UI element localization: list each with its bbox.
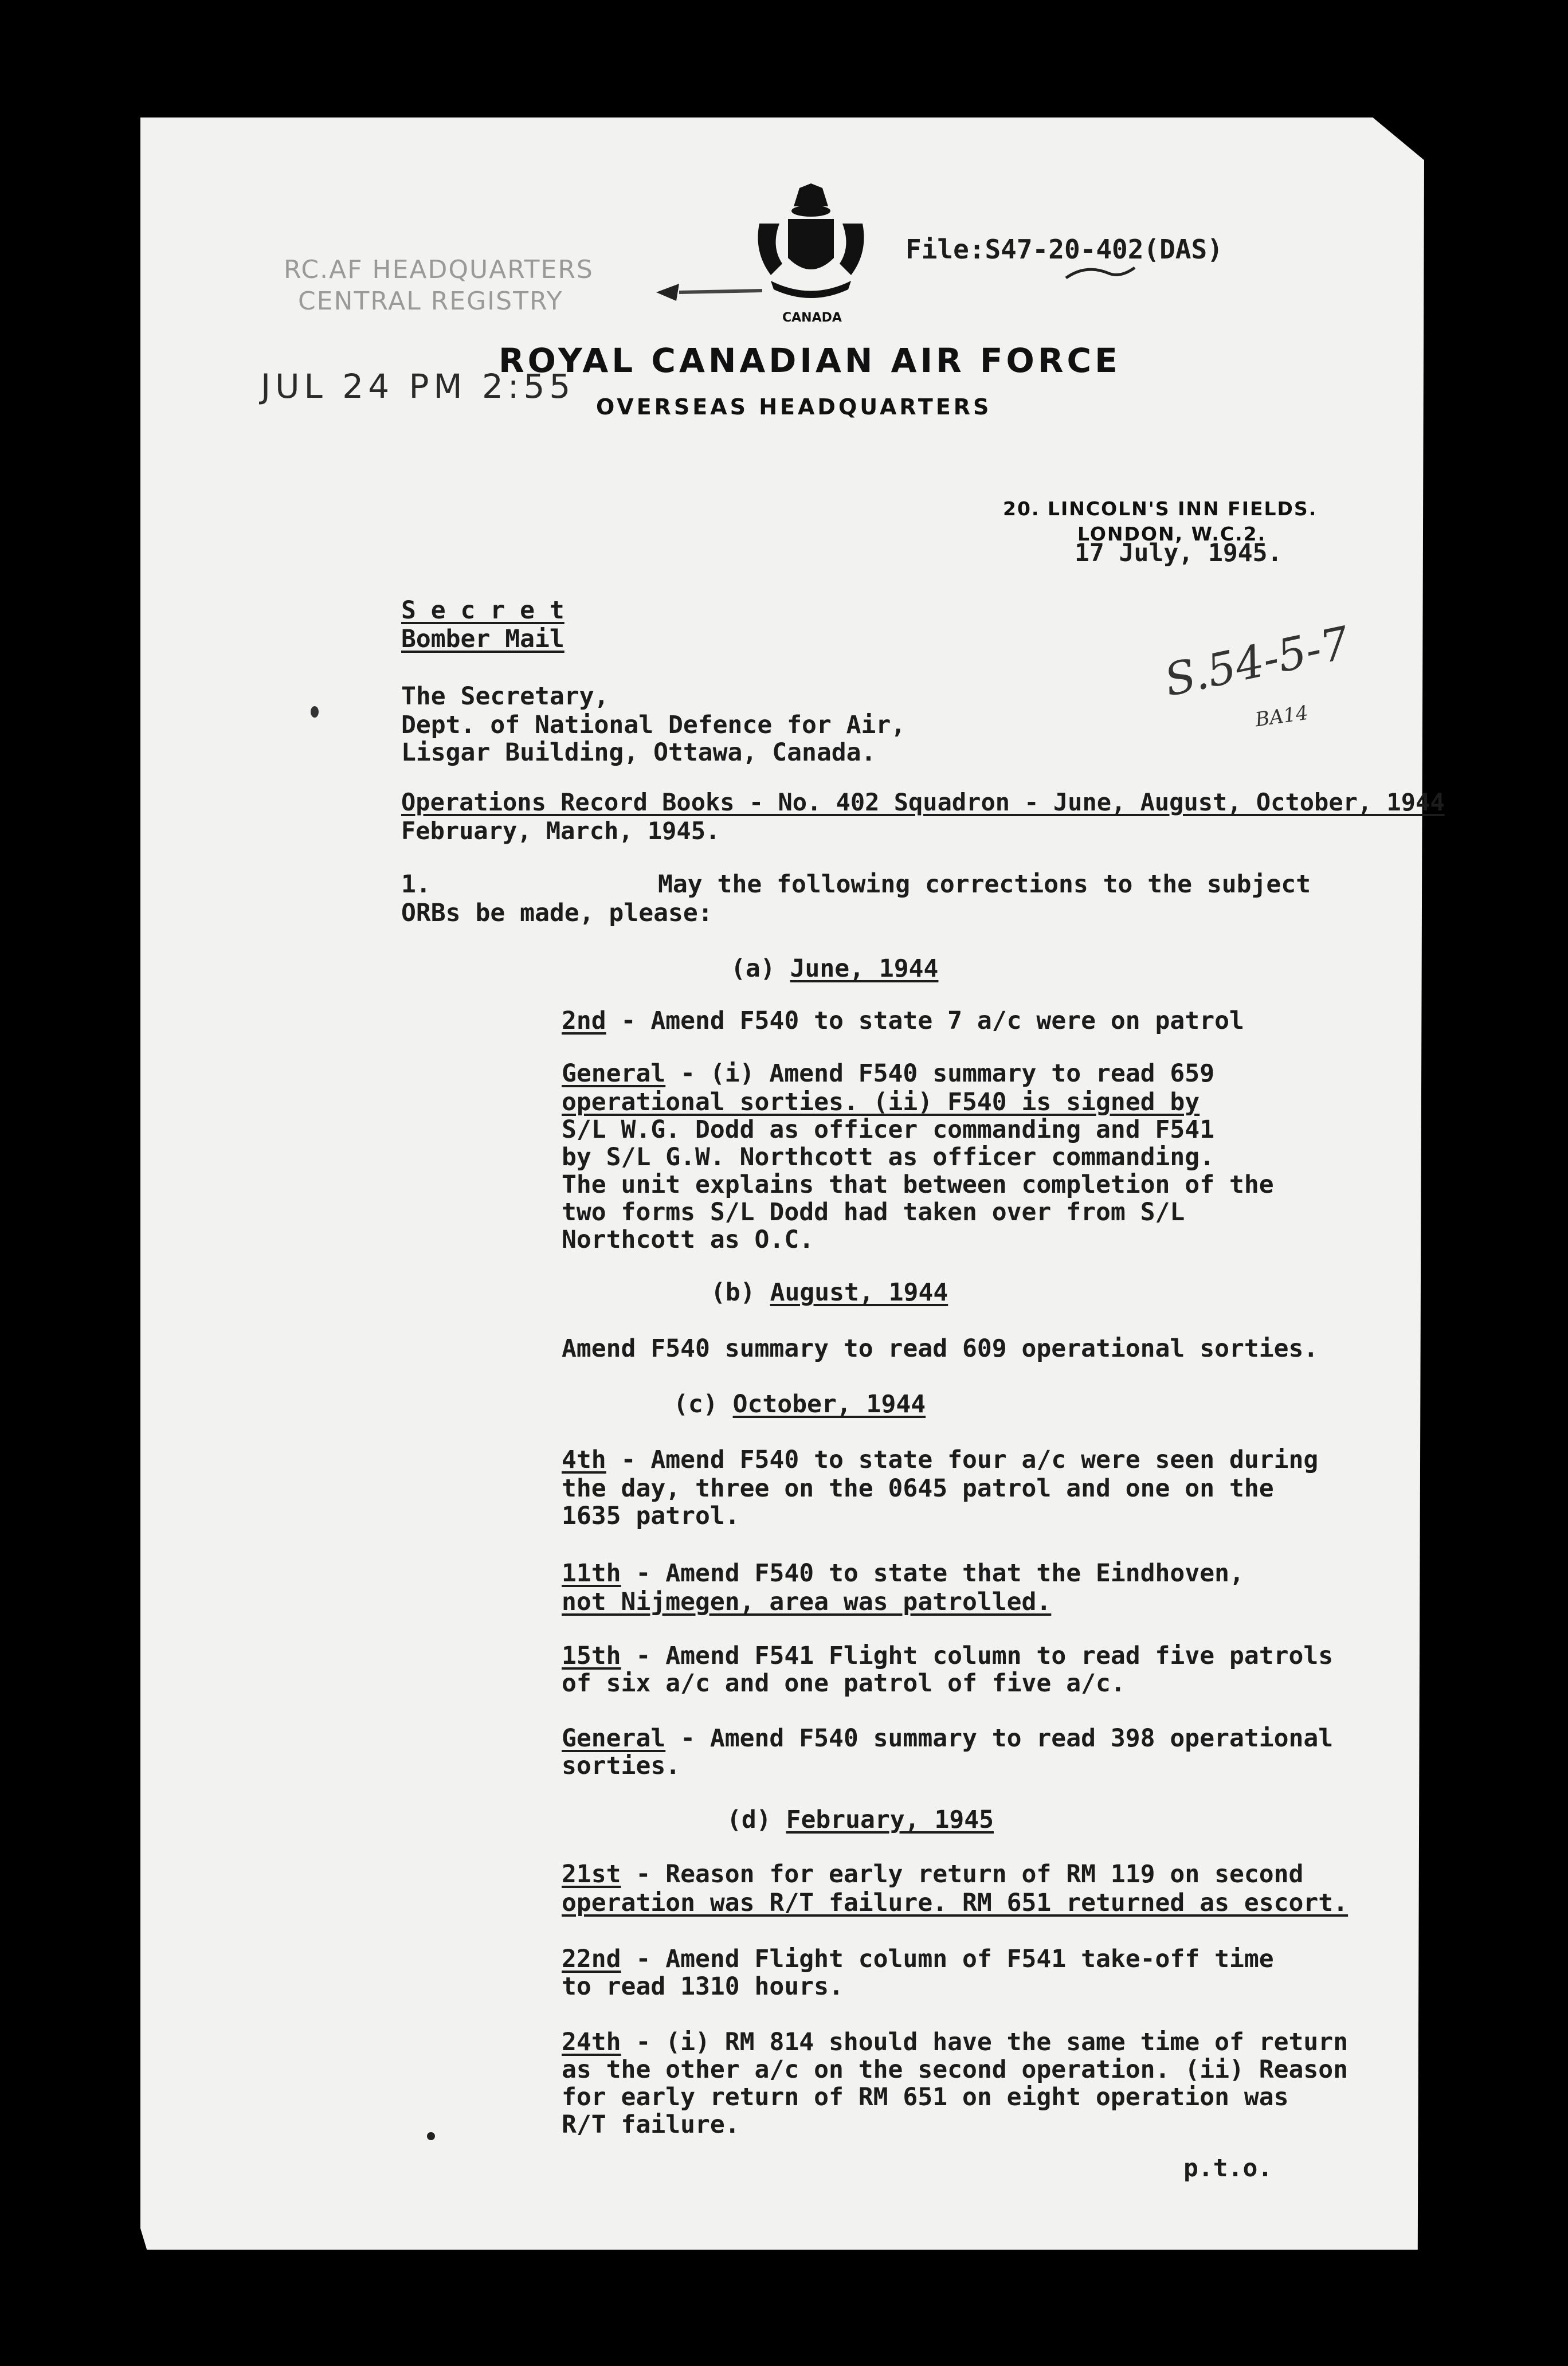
letterhead-address-2: LONDON, W.C.2.: [1077, 523, 1267, 545]
section-c-entry-1-line-3: 1635 patrol.: [562, 1502, 740, 1530]
subject-line-1: Operations Record Books - No. 402 Squadron - June, August, October, 1944: [401, 788, 1445, 816]
entry-text: - (i) RM 814 should have the same time of return: [621, 2028, 1349, 2056]
entry-key: 4th: [562, 1446, 606, 1474]
section-d-entry-3-line-3: for early return of RM 651 on eight operation was: [562, 2083, 1289, 2112]
section-d-entry-3-line-2: as the other a/c on the second operation. (ii) Reason: [562, 2055, 1349, 2084]
entry-key: 22nd: [562, 1945, 621, 1973]
crest-label: CANADA: [782, 311, 842, 325]
section-d-entry-1-line-2: operation was R/T failure. RM 651 returned as escort.: [562, 1889, 1349, 1917]
section-a-entry-2-line-2: operational sorties. (ii) F540 is signed by: [562, 1088, 1200, 1117]
entry-key: 24th: [562, 2028, 621, 2056]
section-d-letter: (d): [727, 1805, 771, 1834]
entry-text: - (i) Amend F540 summary to read 659: [665, 1059, 1215, 1088]
section-b-title: August, 1944: [770, 1278, 948, 1307]
section-d-entry-2-line-2: to read 1310 hours.: [562, 1972, 844, 2001]
section-a-entry-2-line-5: The unit explains that between completion of the: [562, 1170, 1274, 1199]
recipient-line-2: Dept. of National Defence for Air,: [401, 711, 906, 739]
mail-type: Bomber Mail: [401, 625, 565, 653]
entry-key: General: [562, 1059, 666, 1088]
section-c-entry-2-line-2: not Nijmegen, area was patrolled.: [562, 1588, 1052, 1616]
file-ref-scribble-icon: [1063, 261, 1138, 284]
section-a-heading: [731, 954, 938, 983]
registry-stamp-line2: CENTRAL REGISTRY: [298, 287, 563, 316]
letterhead-sub: OVERSEAS HEADQUARTERS: [596, 394, 992, 420]
section-a-entry-2-line-3: S/L W.G. Dodd as officer commanding and F541: [562, 1115, 1215, 1144]
entry-key: 15th: [562, 1642, 621, 1670]
canada-crest: [748, 183, 874, 332]
file-reference: File:S47-20-402(DAS): [905, 234, 1223, 265]
entry-key: 2nd: [562, 1006, 606, 1035]
section-a-entry-1: [562, 1006, 1244, 1035]
entry-text: - Amend F540 to state 7 a/c were on patrol: [606, 1006, 1244, 1035]
entry-text: - Reason for early return of RM 119 on second: [621, 1860, 1304, 1889]
section-a-entry-2-line-6: two forms S/L Dodd had taken over from S/L: [562, 1198, 1185, 1227]
recipient-line-3: Lisgar Building, Ottawa, Canada.: [401, 738, 876, 767]
section-d-entry-1-line-1: [562, 1860, 1303, 1889]
entry-text: - Amend Flight column of F541 take-off time: [621, 1945, 1274, 1973]
section-d-entry-3-line-1: [562, 2028, 1348, 2056]
registry-stamp-time: JUL 24 PM 2:55: [261, 367, 575, 406]
section-d-entry-3-line-4: R/T failure.: [562, 2110, 740, 2139]
section-a-letter: (a): [731, 954, 775, 983]
recipient-line-1: The Secretary,: [401, 682, 609, 711]
section-c-entry-3-line-2: of six a/c and one patrol of five a/c.: [562, 1669, 1126, 1698]
section-c-entry-4-line-2: sorties.: [562, 1752, 681, 1780]
section-b-letter: (b): [711, 1278, 755, 1307]
crest-emblem-icon: [748, 183, 874, 332]
handwritten-reference-2: BA14: [1253, 701, 1310, 732]
classification: S e c r e t: [401, 596, 565, 625]
section-a-entry-2-line-1: [562, 1059, 1214, 1088]
section-b-heading: [711, 1278, 948, 1307]
section-a-title: June, 1944: [790, 954, 939, 983]
section-a-entry-2-line-7: Northcott as O.C.: [562, 1225, 814, 1254]
ink-dot: [427, 2132, 435, 2140]
registry-stamp-line1: RC.AF HEADQUARTERS: [284, 255, 594, 284]
intro-line-1: May the following corrections to the subject: [658, 870, 1311, 899]
punch-mark: [311, 706, 319, 718]
entry-key: General: [562, 1724, 666, 1753]
intro-line-2: ORBs be made, please:: [401, 899, 713, 927]
section-d-title: February, 1945: [786, 1805, 994, 1834]
letterhead-org: ROYAL CANADIAN AIR FORCE: [499, 341, 1121, 380]
pencil-arrow-icon: [653, 272, 768, 307]
section-c-entry-2-line-1: [562, 1559, 1244, 1588]
section-d-heading: [727, 1805, 994, 1834]
section-c-heading: [673, 1390, 926, 1419]
entry-text: - Amend F540 to state four a/c were seen during: [606, 1446, 1319, 1474]
entry-key: 21st: [562, 1860, 621, 1889]
section-c-letter: (c): [673, 1390, 718, 1419]
please-turn-over: p.t.o.: [1183, 2154, 1273, 2183]
entry-text: - Amend F540 summary to read 398 operational: [665, 1724, 1334, 1753]
paragraph-number: 1.: [401, 870, 431, 899]
entry-text: - Amend F540 to state that the Eindhoven,: [621, 1559, 1244, 1588]
letterhead-address-1: 20. LINCOLN'S INN FIELDS.: [1003, 498, 1318, 520]
section-c-entry-1-line-1: [562, 1446, 1318, 1474]
section-a-entry-2-line-4: by S/L G.W. Northcott as officer commanding.: [562, 1143, 1215, 1172]
entry-key: 11th: [562, 1559, 621, 1588]
letter-date: 17 July, 1945.: [1075, 539, 1283, 567]
section-d-entry-2-line-1: [562, 1945, 1274, 1973]
subject-line-2: February, March, 1945.: [401, 817, 720, 845]
section-c-entry-3-line-1: [562, 1642, 1333, 1670]
section-b-entry-1: Amend F540 summary to read 609 operational sorties.: [562, 1334, 1319, 1363]
section-c-entry-4-line-1: [562, 1724, 1333, 1753]
entry-text: - Amend F541 Flight column to read five patrols: [621, 1642, 1334, 1670]
section-c-entry-1-line-2: the day, three on the 0645 patrol and one on the: [562, 1474, 1274, 1503]
handwritten-reference: S.54-5-7: [1160, 617, 1354, 707]
section-c-title: October, 1944: [732, 1390, 926, 1419]
